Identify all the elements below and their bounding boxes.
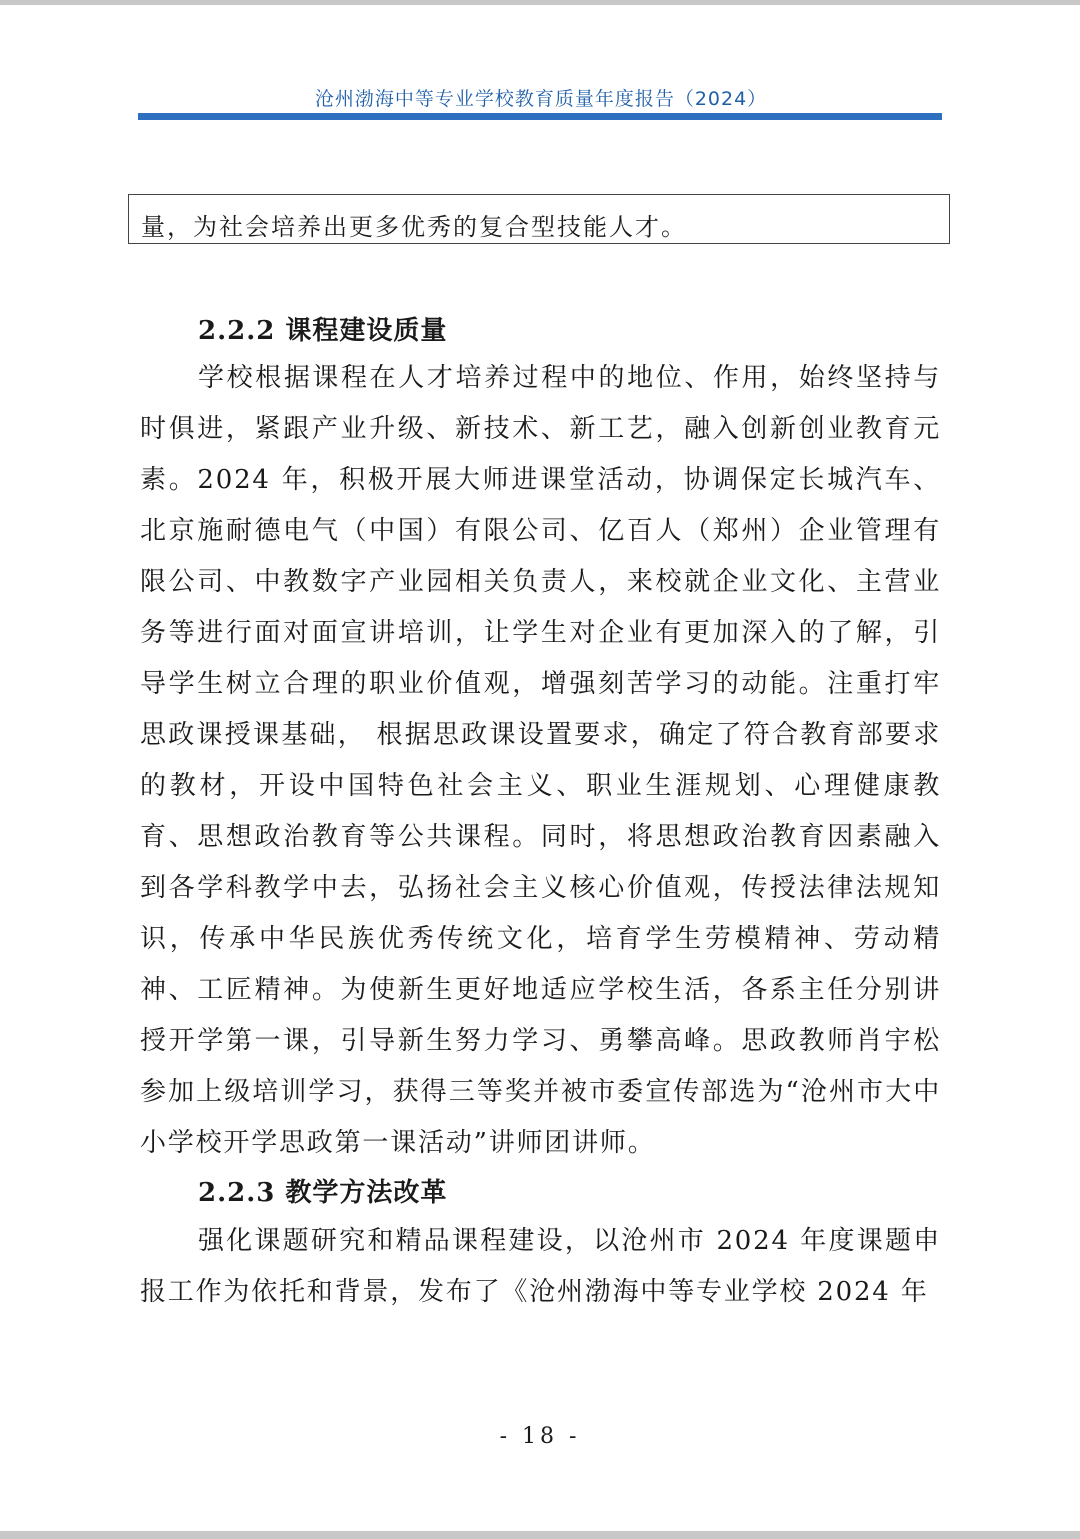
section-heading-2-2-3: 2.2.3 教学方法改革 — [198, 1178, 448, 1208]
section-paragraph-2-2-3: 强化课题研究和精品课程建设，以沧州市 2024 年度课题申报工作为依托和背景，发布了《沧州渤海中等专业学校 2024 年 — [140, 1226, 941, 1307]
continuation-text: 量，为社会培养出更多优秀的复合型技能人才。 — [141, 213, 687, 241]
section-heading-2-2-2: 2.2.2 课程建设质量 — [198, 316, 448, 346]
bottom-border-strip — [0, 1531, 1080, 1539]
running-header: 沧州渤海中等专业学校教育质量年度报告（2024） — [314, 88, 768, 110]
section-paragraph-2-2-2: 学校根据课程在人才培养过程中的地位、作用，始终坚持与时俱进，紧跟产业升级、新技术、新工艺，融入创新创业教育元素。2024 年，积极开展大师进课堂活动，协调保定长城汽车、北京施耐德电气（中国）有限公司、亿百人（郑州）企业管理有限公司、中教数字产业园相关负责人，来校就企业文化、主营业务等进行面对面宣讲培训，让学生对企业有更加深入的了解，引导学生树立合理的职业价值观，增强刻苦学习的动能。注重打牢思政课授课基础， 根据思政课设置要求，确定了符合教育部要求的教材，开设中国特色社会主义、职业生涯规划、心理健康教育、思想政治教育等公共课程。同时，将思想政治教育因素融入到各学科教学中去，弘扬社会主义核心价值观，传授法律法规知识，传承中华民族优秀传统文化，培育学生劳模精神、劳动精神、工匠精神。为使新生更好地适应学校生活，各系主任分别讲授开学第一课，引导新生努力学习、勇攀高峰。思政教师肖宇松参加上级培训学习，获得三等奖并被市委宣传部选为“沧州市大中小学校开学思政第一课活动”讲师团讲师。 — [140, 363, 941, 1158]
header-rule — [138, 113, 942, 120]
page-number: - 18 - — [499, 1424, 581, 1449]
continuation-box — [128, 194, 950, 244]
top-border-strip — [0, 0, 1080, 5]
